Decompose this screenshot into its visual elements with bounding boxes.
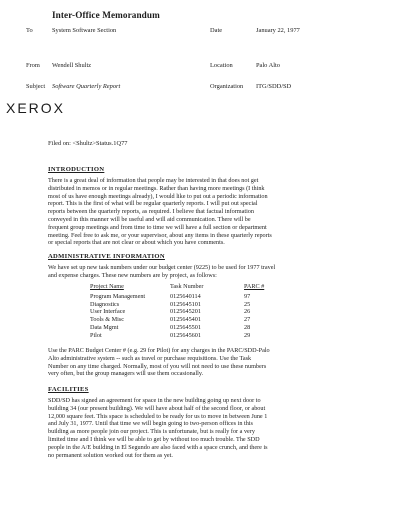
table-cell-task: 0125645401	[170, 316, 201, 324]
table-cell-parc: 28	[244, 323, 251, 331]
paragraph-line: We have set up new task numbers under our budget center (9225) to be used for 1977 travel	[48, 264, 276, 271]
table-cell-task: 0125645201	[170, 308, 201, 316]
table-cell-parc: 29	[244, 331, 251, 339]
table-cell-project: Program Management	[90, 292, 146, 300]
paragraph-line: Use the PARC Budget Center # (e.g. 29 for Pilot) for any charges in the PARC/SDD-Palo	[48, 347, 270, 354]
paragraph-line: and expense charges. These new numbers are by project, as follows:	[48, 271, 217, 279]
date-value: January 22, 1977	[256, 27, 300, 34]
table-cell-project: Diagnostics	[90, 300, 120, 308]
paragraph-line: or special reports that are not clear or about which you have comments.	[48, 239, 225, 247]
paragraph-line: no permanent solution worked out for them as yet.	[48, 451, 173, 459]
subject-value: Software Quarterly Report	[52, 83, 121, 90]
table-cell-task: 0125645101	[170, 300, 201, 308]
paragraph-line: reports between the quarterly reports, as required. I believe that factual information	[48, 208, 254, 216]
paragraph-line: building as more people join our project. This is unfortunate, but is really for a very	[48, 428, 255, 436]
paragraph-line: meeting. Feel free to ask me, or your supervisor, about any items in these quarterly reports	[48, 231, 272, 239]
table-cell-project: Pilot	[90, 331, 102, 339]
paragraph-line: report. This is the first of what will be regular quarterly reports. I will put out special	[48, 200, 258, 208]
table-cell-project: Data Mgmt	[90, 323, 119, 331]
table-cell-parc: 27	[244, 316, 251, 324]
admin-heading: ADMINISTRATIVE INFORMATION	[48, 253, 165, 260]
organization-label: Organization	[210, 83, 244, 90]
table-cell-parc: 26	[244, 308, 251, 316]
facilities-heading: FACILITIES	[48, 386, 89, 393]
location-label: Location	[210, 62, 233, 69]
paragraph-line: building 34 (our present building). We will have about half of the second floor, or about	[48, 404, 266, 412]
paragraph-line: distributed in memos or in regular meetings. Rather than having more meetings (I think	[48, 184, 265, 192]
paragraph-line: people in the A/E building in El Segundo are also faced with a space crunch, and there is	[48, 443, 268, 451]
paragraph-line: very often, but the group managers will use them occasionally.	[48, 370, 204, 378]
facilities-paragraph	[48, 397, 358, 459]
task-table-task-column	[170, 283, 203, 340]
memo-title: Inter-Office Memorandum	[52, 10, 160, 20]
table-cell-project: Tools & Misc	[90, 316, 124, 324]
table-cell-task: 0125645501	[170, 323, 201, 331]
paragraph-line: Alto administrative system -- such as travel or purchase requisitions. Use the Task	[48, 354, 252, 362]
table-cell-task: 0125645601	[170, 331, 201, 339]
column-header-project: Project Name	[90, 283, 124, 290]
organization-value: ITG/SDD/SD	[256, 83, 292, 90]
paragraph-line: 12,000 square feet. This space is scheduled to be ready for us to move in between June 1	[48, 412, 268, 420]
from-label: From	[26, 62, 40, 69]
admin-outro-paragraph	[48, 347, 358, 378]
paragraph-line: and July 31, 1977. Until that time we will begin going to two-person offices in this	[48, 420, 253, 428]
table-cell-task: 0125640114	[170, 292, 201, 300]
filed-on-line: Filed on: <Shultz>Status.1Q77	[48, 140, 128, 147]
table-cell-parc: 97	[244, 292, 251, 300]
subject-label: Subject	[26, 83, 46, 90]
paragraph-line: SDD/SD has signed an agreement for space in the new building going up next door to	[48, 397, 261, 404]
paragraph-line: frequent group meetings and from time to time we will have a full section or department	[48, 223, 267, 231]
column-header-task: Task Number	[170, 283, 204, 290]
date-label: Date	[210, 27, 223, 34]
paragraph-line: Number on any time charged. Normally, most of you will not need to use these numbers	[48, 362, 267, 370]
paragraph-line: There is a great deal of information that people may be interested in that does not get	[48, 177, 259, 184]
paragraph-line: limited time and I think we will be able to get by without too much trouble. The SDD	[48, 435, 260, 443]
paragraph-line: most of us have enough meetings already), I would like to put out a periodic information	[48, 192, 268, 200]
introduction-heading: INTRODUCTION	[48, 166, 105, 173]
to-label: To	[26, 27, 33, 34]
xerox-logo: XEROX	[6, 100, 66, 116]
from-value: Wendell Shultz	[52, 62, 92, 69]
location-value: Palo Alto	[256, 62, 280, 69]
task-table-parc-column	[244, 283, 264, 340]
table-cell-project: User Interface	[90, 308, 126, 316]
admin-intro-paragraph	[48, 264, 358, 280]
task-table-project-column	[90, 283, 145, 340]
introduction-paragraph	[48, 177, 358, 247]
paragraph-line: conveyed in this manner will be useful and will aid communication. There will be	[48, 215, 251, 223]
column-header-parc: PARC #	[244, 283, 265, 290]
table-cell-parc: 25	[244, 300, 251, 308]
to-value: System Software Section	[52, 27, 117, 34]
